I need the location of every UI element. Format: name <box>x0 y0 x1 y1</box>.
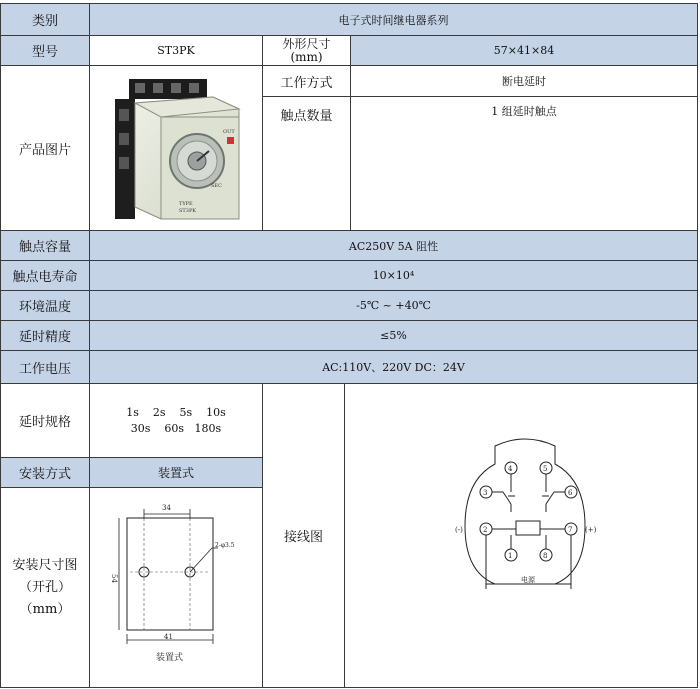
category-label: 类别 <box>0 3 90 36</box>
dim-top-text: 34 <box>162 504 171 512</box>
device-type-text: TYPE <box>179 201 193 207</box>
work-mode-value: 断电延时 <box>350 65 698 97</box>
pin-1: 1 <box>508 552 513 560</box>
device-sec-text: SEC <box>211 183 222 189</box>
delay-values-line1: 1s 2s 5s 10s <box>126 405 226 419</box>
dimension-label-line1: 外形尺寸 <box>282 36 331 51</box>
spec-value-life: 10×10⁴ <box>89 260 698 291</box>
model-value: ST3PK <box>89 35 263 66</box>
wiring-cell <box>344 383 698 688</box>
install-label: 安装方式 <box>0 457 90 488</box>
device-out-text: OUT <box>223 129 235 135</box>
wiring-diagram <box>345 384 697 687</box>
spec-label-temperature: 环境温度 <box>0 290 90 321</box>
delay-values <box>89 383 263 458</box>
dimension-label-line2: (mm) <box>290 49 323 64</box>
spec-label-capacity: 触点容量 <box>0 230 90 261</box>
contacts-value: 1 组延时触点 <box>350 96 698 231</box>
pin-7: 7 <box>568 526 573 534</box>
delay-label: 延时规格 <box>0 383 90 458</box>
work-mode-label: 工作方式 <box>262 65 351 97</box>
dim-side-text: 54 <box>110 574 118 583</box>
hole-note-text: 2-φ3.5 <box>215 542 235 549</box>
mounting-drawing <box>90 488 262 687</box>
pin-6: 6 <box>568 489 573 497</box>
install-value: 装置式 <box>89 457 263 488</box>
wiring-label: 接线图 <box>262 383 345 688</box>
pin-8: 8 <box>543 552 548 560</box>
delay-values-line2: 30s 60s 180s <box>130 421 222 435</box>
spec-value-voltage: AC:110V、220V DC：24V <box>89 350 698 384</box>
category-value: 电子式时间继电器系列 <box>89 3 698 36</box>
model-label: 型号 <box>0 35 90 66</box>
drawing-label-line2: （开孔） <box>18 579 71 595</box>
pin-3: 3 <box>483 489 488 497</box>
pin-4: 4 <box>508 465 513 473</box>
drawing-label-line1: 安装尺寸图 <box>12 557 78 573</box>
pin-5: 5 <box>543 465 548 473</box>
device-model-text: ST3PK <box>179 208 197 214</box>
drawing-caption: 装置式 <box>156 653 184 663</box>
spec-label-voltage: 工作电压 <box>0 350 90 384</box>
pin-2: 2 <box>483 526 488 534</box>
dimension-label <box>262 35 351 66</box>
contacts-label: 触点数量 <box>262 96 351 231</box>
drawing-cell <box>89 487 263 688</box>
spec-value-accuracy: ≤5% <box>89 320 698 351</box>
spec-value-temperature: -5℃ ~ +40℃ <box>89 290 698 321</box>
spec-label-life: 触点电寿命 <box>0 260 90 291</box>
drawing-label <box>0 487 90 688</box>
product-image-label: 产品图片 <box>0 65 90 231</box>
dim-bottom-text: 41 <box>164 633 173 641</box>
spec-label-accuracy: 延时精度 <box>0 320 90 351</box>
drawing-label-line3: （mm） <box>19 601 71 617</box>
minus-label: (-) <box>455 526 463 534</box>
product-image-cell <box>89 65 263 231</box>
product-photo <box>101 73 251 223</box>
spec-value-capacity: AC250V 5A 阻性 <box>89 230 698 261</box>
plus-label: (+) <box>585 526 597 534</box>
power-label: 电源 <box>521 576 535 584</box>
dimension-value: 57×41×84 <box>350 35 698 66</box>
